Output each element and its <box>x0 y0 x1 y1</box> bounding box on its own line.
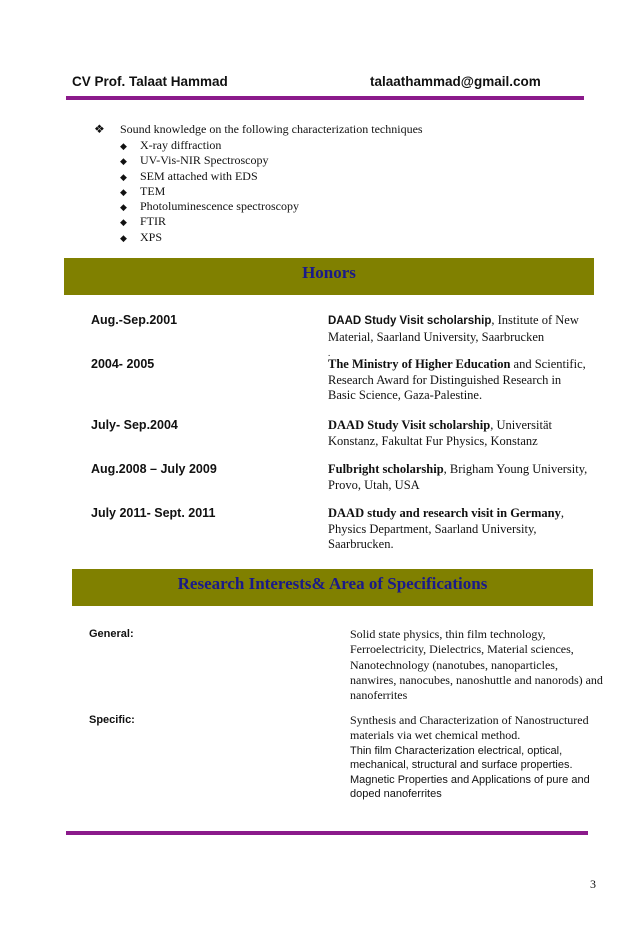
honor-description <box>328 313 588 362</box>
technique-label: SEM attached with EDS <box>140 168 258 183</box>
list-item <box>120 184 299 199</box>
research-heading: Research Interests& Area of Specifications <box>72 569 593 606</box>
techniques-list <box>120 138 299 245</box>
technique-label: X-ray diffraction <box>140 138 222 152</box>
list-item <box>120 214 299 229</box>
diamond-cluster-bullet-icon: ❖ <box>94 122 105 136</box>
specific-text-line: Synthesis and Characterization of Nanostructured materials via wet chemical method. <box>350 713 589 743</box>
specific-label: Specific: <box>89 714 135 726</box>
general-text: Solid state physics, thin film technology, Ferroelectricity, Dielectrics, Material sciences, Nanotechnology (nanotubes, nanoparticles, nanwires, nanocubes, nanoshuttle and nanorods) and nanoferrites <box>350 627 603 703</box>
honor-date: July 2011- Sept. 2011 <box>91 506 216 520</box>
honor-date: Aug.-Sep.2001 <box>91 313 178 327</box>
technique-label: Photoluminescence spectroscopy <box>140 199 299 214</box>
diamond-bullet-icon: ◆ <box>120 186 127 197</box>
honor-detail: , Institute of New Material, Saarland University, Saarbrucken <box>328 313 579 344</box>
technique-label: TEM <box>140 183 166 198</box>
techniques-intro-text: Sound knowledge on the following characterization techniques <box>120 122 423 136</box>
honor-detail: , Universität Konstanz, Fakultat Fur Physics, Konstanz <box>328 418 552 448</box>
honor-detail-extra: . <box>328 348 331 358</box>
diamond-bullet-icon: ◆ <box>120 202 127 213</box>
specific-text <box>350 713 605 802</box>
honor-date: 2004- 2005 <box>91 357 155 371</box>
list-item <box>120 199 299 214</box>
honor-title: The Ministry of Higher Education <box>328 357 511 371</box>
honors-heading: Honors <box>64 258 594 295</box>
honor-description <box>328 506 588 553</box>
page-number: 3 <box>590 877 596 891</box>
cv-header-title: CV Prof. Talaat Hammad <box>72 74 228 89</box>
techniques-intro <box>94 122 423 137</box>
specific-text-line: Magnetic Properties and Applications of pure and doped nanoferrites <box>350 773 590 801</box>
header-divider <box>66 96 584 100</box>
honor-title: DAAD Study Visit scholarship <box>328 418 491 432</box>
diamond-bullet-icon: ◆ <box>120 217 127 228</box>
honor-description <box>328 357 588 404</box>
honor-date: July- Sep.2004 <box>91 418 178 432</box>
technique-label: FTIR <box>140 214 167 229</box>
diamond-bullet-icon: ◆ <box>120 232 127 243</box>
diamond-bullet-icon: ◆ <box>120 156 127 167</box>
diamond-bullet-icon: ◆ <box>120 171 127 182</box>
honor-detail: , Physics Department, Saarland University, Saarbrucken. <box>328 506 565 551</box>
honor-date: Aug.2008 – July 2009 <box>91 462 217 476</box>
honor-title: DAAD Study Visit scholarship <box>328 315 492 327</box>
list-item <box>120 230 299 245</box>
diamond-bullet-icon: ◆ <box>120 141 127 151</box>
honor-title: Fulbright scholarship <box>328 462 444 476</box>
list-item <box>120 153 299 168</box>
honor-description <box>328 462 588 493</box>
honor-description <box>328 418 588 449</box>
honor-detail: and Scientific, Research Award for Distinguished Research in Basic Science, Gaza-Palestine. <box>328 357 586 402</box>
technique-label: UV-Vis-NIR Spectroscopy <box>140 153 269 168</box>
footer-divider <box>66 831 588 835</box>
header-email: talaathammad@gmail.com <box>370 74 541 89</box>
list-item <box>120 138 299 153</box>
general-label: General: <box>89 628 134 640</box>
technique-label: XPS <box>140 229 163 244</box>
list-item <box>120 169 299 184</box>
specific-text-line: Thin film Characterization electrical, optical, mechanical, structural and surface properties. <box>350 744 573 772</box>
honor-detail: , Brigham Young University, Provo, Utah, USA <box>328 462 588 492</box>
honor-title: DAAD study and research visit in Germany <box>328 506 561 520</box>
